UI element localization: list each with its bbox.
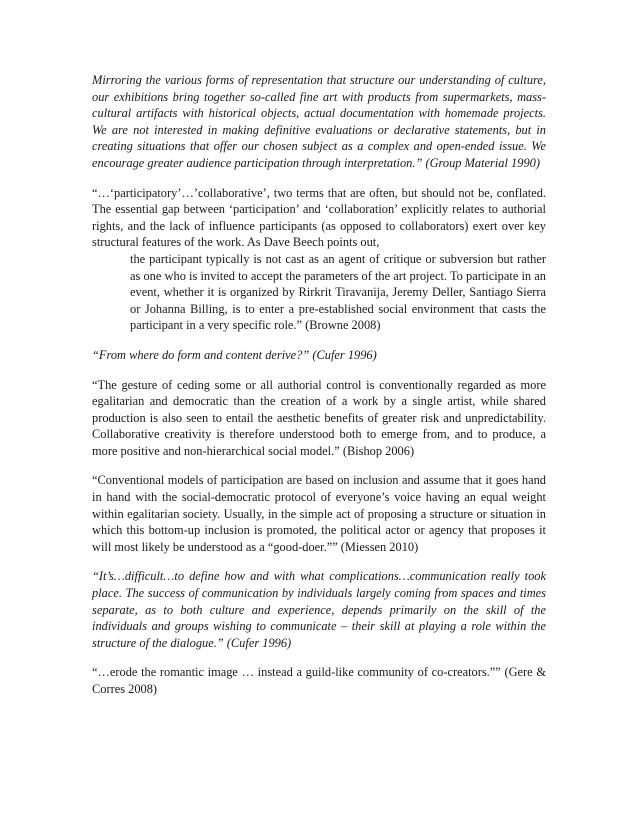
quote-gere-corres-2008: “…erode the romantic image … instead a guild-like community of co-creators.”” (Gere & Corres 2008) bbox=[92, 665, 546, 696]
block-quote-beech: the participant typically is not cast as an agent of critique or subversion but rather as one who is invited to accept the parameters of the art project. To participate in an event, whether it is organized by Rirkrit Tiravanija, Jeremy Deller, Santiago Sierra or Johanna Billing, is to enter a pre-established social environment that casts the participant in a very specific role.” (Browne 2008) bbox=[130, 251, 546, 333]
quote-miessen-2010: “Conventional models of participation are based on inclusion and assume that it goes hand in hand with the social-democratic protocol of everyone’s voice having an equal weight within egalitarian society. Usually, in the simple act of proposing a structure or situation in which this bottom-up inclusion is promoted, the political actor or agency that proposes it will most likely be understood as a “good-doer.”” (Miessen 2010) bbox=[92, 473, 546, 554]
quote-bishop-2006: “The gesture of ceding some or all authorial control is conventionally regarded as more egalitarian and democratic than the creation of a work by a single artist, while shared production is also seen to entail the aesthetic benefits of greater risk and unpredictability. Collaborative creativity is therefore understood both to emerge from, and to produce, a more positive and non-hierarchical social model.” (Bishop 2006) bbox=[92, 377, 546, 458]
quote-cufer-1996-communication: “It’s…difficult…to define how and with what complications…communication really took place. The success of communication by individuals largely coming from spaces and times separate, as to both culture and experience, depends primarily on the skill of the individuals and groups wishing to communicate – their skill at playing a role within the structure of the dialogue.” (Cufer 1996) bbox=[92, 569, 546, 650]
quote-browne-intro: “…‘participatory’…’collaborative’, two terms that are often, but should not be, conflated. The essential gap between ‘participation’ and ‘collaboration’ explicitly relates to authorial rights, and the lack of influence participants (as opposed to collaborators) exert over key structural features of the work. As Dave Beech points out, bbox=[92, 185, 546, 250]
document-body bbox=[92, 72, 546, 711]
quote-group-material-1990: Mirroring the various forms of representation that structure our understanding of culture, our exhibitions bring together so-called fine art with products from supermarkets, mass-cultural artifacts with historical objects, actual documentation with homemade projects. We are not interested in making definitive evaluations or declarative statements, but in creating situations that offer our chosen subject as a complex and open-ended issue. We encourage greater audience participation through interpretation.” (Group Material 1990) bbox=[92, 73, 546, 170]
quote-cufer-1996-form: “From where do form and content derive?” (Cufer 1996) bbox=[92, 347, 377, 362]
